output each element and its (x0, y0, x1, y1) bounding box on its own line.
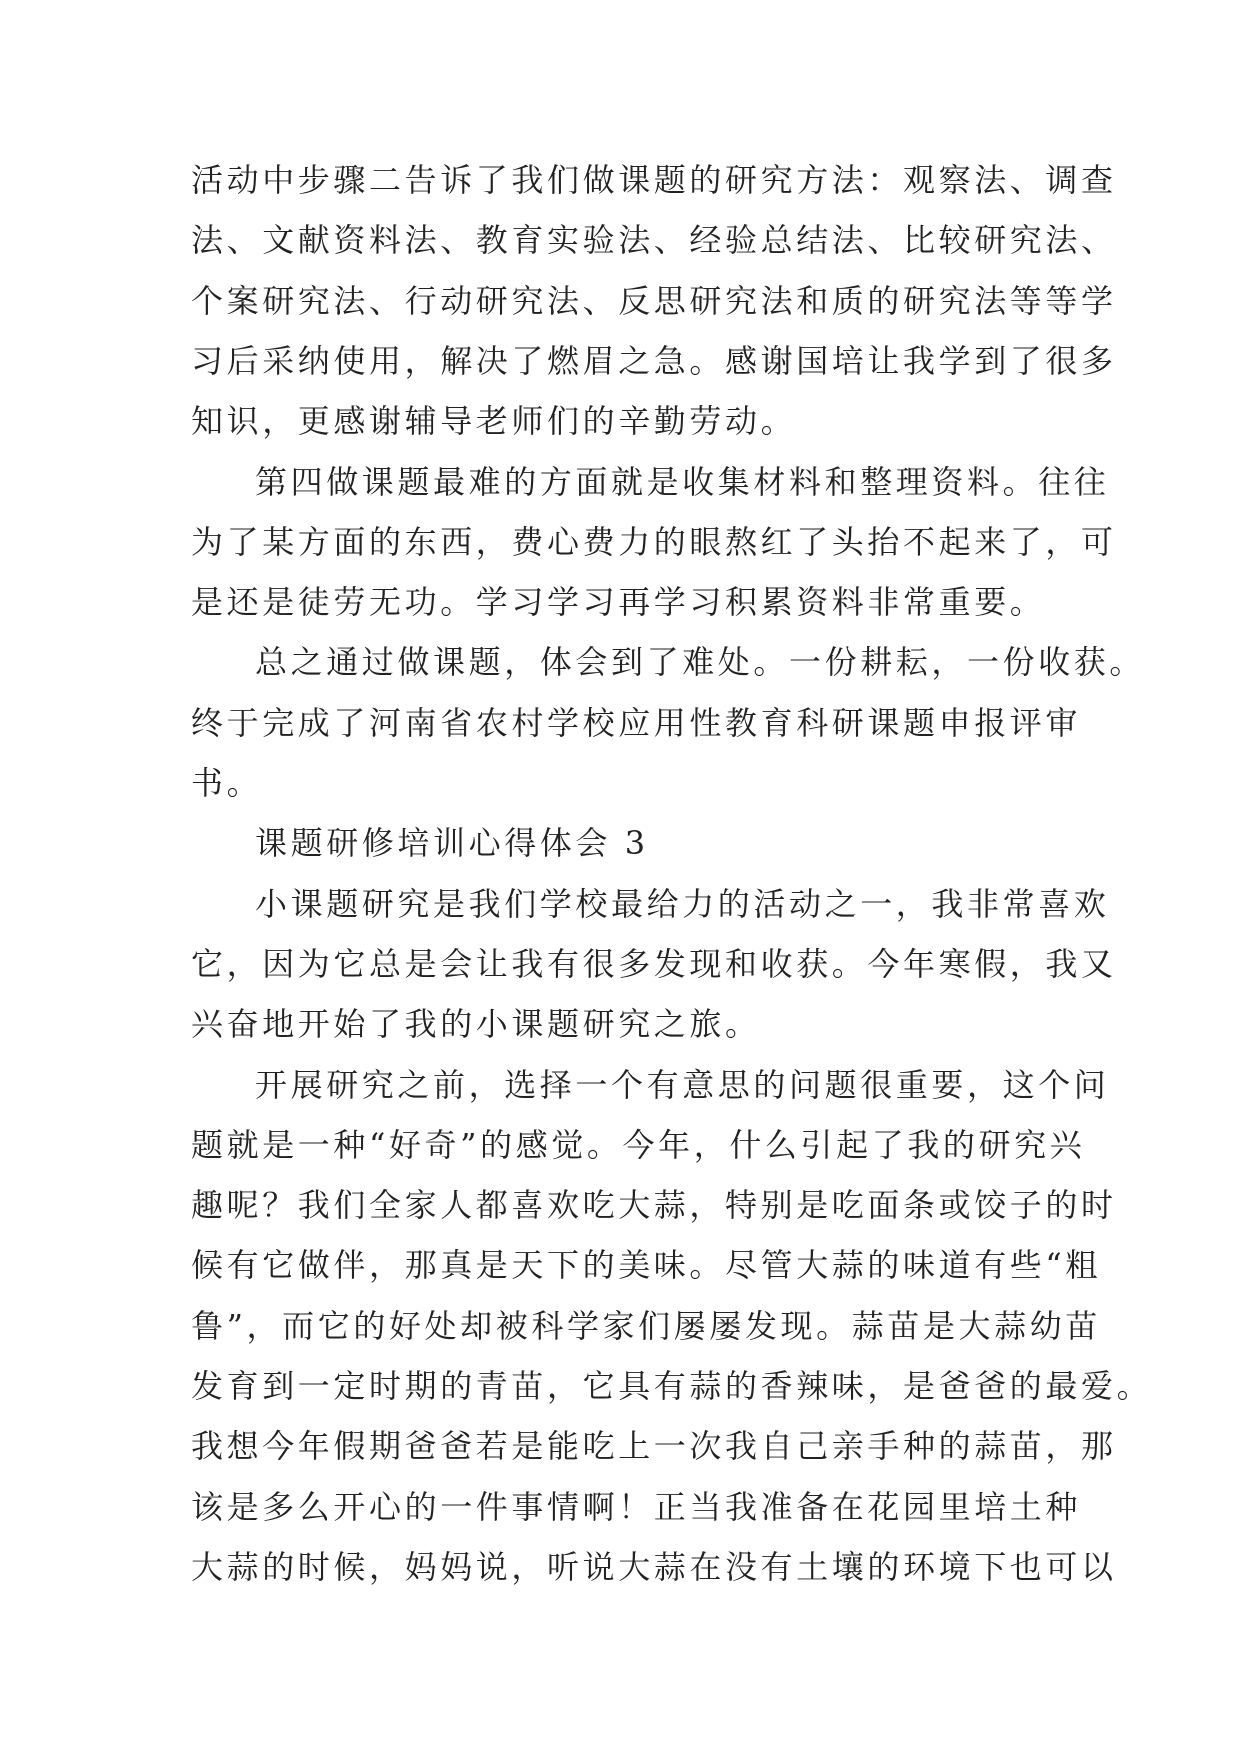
text-line: 书。 (191, 764, 263, 802)
text-line: 开展研究之前，选择一个有意思的问题很重要，这个问 (255, 1065, 1110, 1104)
text-line: 兴奋地开始了我的小课题研究之旅。 (191, 1005, 761, 1044)
text-line: 候有它做伴，那真是天下的美味。尽管大蒜的味道有些“粗 (191, 1246, 1101, 1285)
text-line: 个案研究法、行动研究法、反思研究法和质的研究法等等学 (191, 281, 1117, 320)
text-line: 我想今年假期爸爸若是能吃上一次我自己亲手种的蒜苗，那 (191, 1427, 1117, 1466)
text-line: 习后采纳使用，解决了燃眉之急。感谢国培让我学到了很多 (191, 341, 1117, 380)
text-line: 鲁”，而它的好处却被科学家们屡屡发现。蒜苗是大蒜幼苗 (191, 1306, 1101, 1345)
text-line: 活动中步骤二告诉了我们做课题的研究方法：观察法、调查 (191, 161, 1117, 199)
text-line: 总之通过做课题，体会到了难处。一份耕耘，一份收获。 (255, 643, 1146, 682)
text-line: 终于完成了河南省农村学校应用性教育科研课题申报评审 (191, 703, 1082, 742)
text-line: 该是多么开心的一件事情啊！正当我准备在花园里培土种 (191, 1487, 1082, 1526)
text-line: 趣呢？我们全家人都喜欢吃大蒜，特别是吃面条或饺子的时 (191, 1186, 1117, 1225)
text-line: 题就是一种“好奇”的感觉。今年，什么引起了我的研究兴 (191, 1125, 1086, 1164)
text-line: 第四做课题最难的方面就是收集材料和整理资料。往往 (255, 462, 1110, 501)
text-line: 小课题研究是我们学校最给力的活动之一，我非常喜欢 (255, 884, 1110, 923)
text-line: 法、文献资料法、教育实验法、经验总结法、比较研究法、 (191, 221, 1117, 260)
text-line: 课题研修培训心得体会 3 (255, 824, 649, 863)
text-line: 大蒜的时候，妈妈说，听说大蒜在没有土壤的环境下也可以 (191, 1547, 1117, 1586)
text-line: 发育到一定时期的青苗，它具有蒜的香辣味，是爸爸的最爱。 (191, 1367, 1153, 1405)
text-line: 知识，更感谢辅导老师们的辛勤劳动。 (191, 402, 797, 441)
text-line: 它，因为它总是会让我有很多发现和收获。今年寒假，我又 (191, 944, 1117, 983)
text-line: 是还是徒劳无功。学习学习再学习积累资料非常重要。 (191, 583, 1046, 622)
text-line: 为了某方面的东西，费心费力的眼熬红了头抬不起来了，可 (191, 522, 1117, 561)
